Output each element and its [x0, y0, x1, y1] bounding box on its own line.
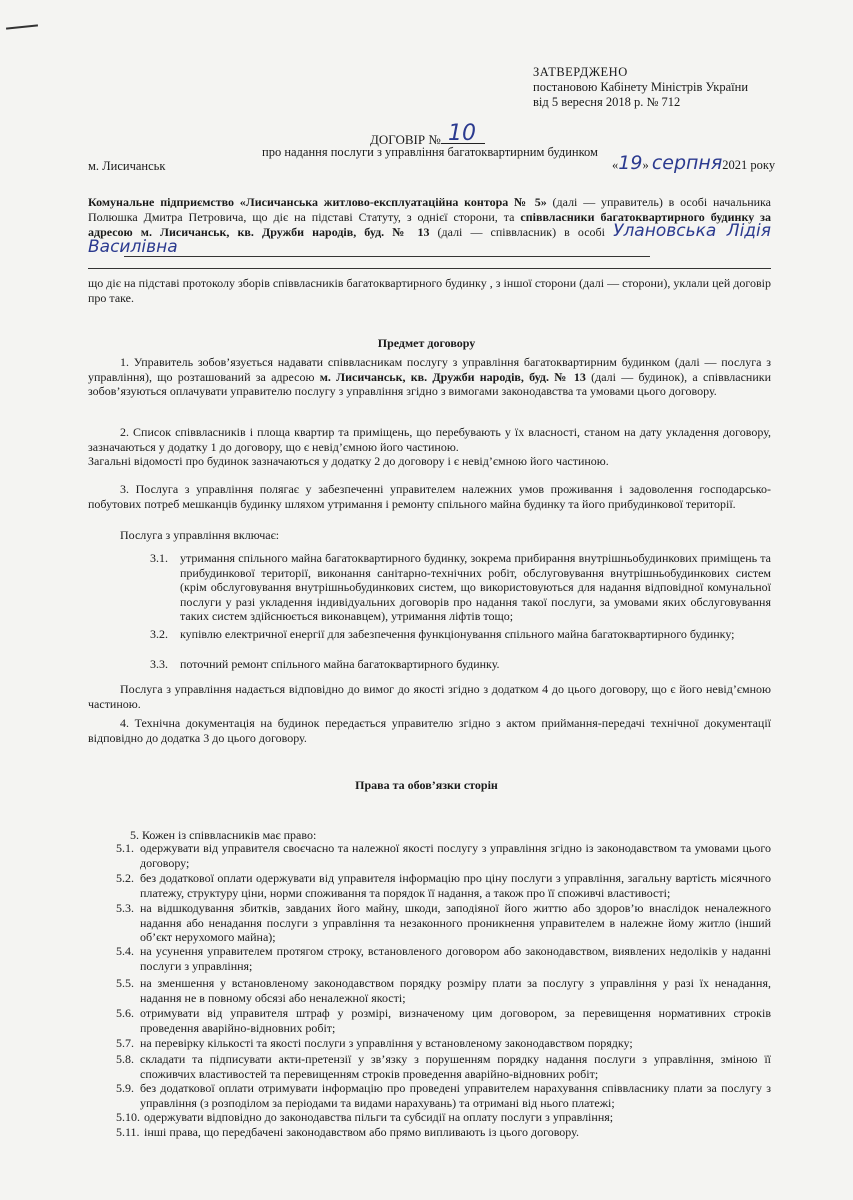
item-text: без додаткової оплати отримувати інформацію про проведені управителем нарахування співвласнику плати за послугу з управління (з розподілом за періодами та видами нарахувань) та отримані від нього платежі; — [140, 1081, 771, 1110]
pen-mark — [6, 24, 38, 29]
clause-2: 2. Список співвласників і площа квартир та приміщень, що перебувають у їх власності, станом на дату укладення договору, зазначаються у додатку 1 до договору, що є невід’ємною його частиною. — [88, 425, 771, 454]
item-number: 5.7. — [116, 1036, 134, 1050]
owner-representative: Улановська Лідія Василівна — [88, 221, 771, 257]
clause-1-address: м. Лисичанськ, кв. Дружби народів, буд. № 13 — [319, 369, 586, 384]
item-text: отримувати від управителя штраф у розмірі, визначеному цим договором, за перевищення нормативних строків проведення аварійно-відновних робіт; — [140, 1006, 771, 1035]
service-includes: Послуга з управління включає: — [120, 528, 280, 542]
date-year: 2021 року — [722, 158, 776, 172]
date-day: 19 — [618, 152, 643, 174]
list-item — [116, 1081, 771, 1110]
preamble-paragraph-2: що діє на підставі протоколу зборів співвласників багатоквартирного будинку , з іншої сторони (далі — сторони), уклали цей договір про таке. — [88, 276, 771, 305]
item-text: одержувати від управителя своєчасно та належної якості послугу з управління згідно із законодавством та умовами цього договору; — [140, 841, 771, 870]
representative-underline — [124, 256, 650, 257]
approval-line-1: постановою Кабінету Міністрів України — [533, 80, 749, 94]
list-item — [116, 944, 771, 973]
item-text: на зменшення у встановленому законодавством порядку розміру плати за послугу з управління у разі їх ненадання, надання не в повному обсязі або неналежної якості; — [140, 976, 771, 1005]
item-number: 5.1. — [116, 841, 134, 855]
preamble-paragraph — [88, 195, 771, 255]
item-number: 5.2. — [116, 871, 134, 885]
item-number: 5.5. — [116, 976, 134, 990]
list-item — [116, 1006, 771, 1035]
item-number: 5.4. — [116, 944, 134, 958]
item-text: на перевірку кількості та якості послуги з управління у встановленому законодавством порядку; — [140, 1036, 633, 1050]
title-label: ДОГОВІР № — [370, 132, 441, 147]
item-number: 3.3. — [150, 657, 168, 671]
item-number: 5.3. — [116, 901, 134, 915]
number-underline — [441, 143, 485, 144]
list-item — [116, 1052, 771, 1081]
item-number: 5.9. — [116, 1081, 134, 1095]
item-number: 3.1. — [150, 551, 168, 565]
list-item — [116, 841, 771, 870]
date-close-quote: » — [642, 158, 649, 172]
list-item — [116, 901, 771, 945]
contract-date — [612, 152, 775, 174]
item-number: 5.8. — [116, 1052, 134, 1066]
company-name: Комунальне підприємство «Лисичанська житлово-експлуатаційна контора № 5» — [88, 195, 547, 209]
quality-paragraph: Послуга з управління надається відповідно до вимог до якості згідно з додатком 4 до цього договору, що є його невід’ємною частиною. — [88, 682, 771, 711]
item-number: 5.10. — [116, 1110, 140, 1124]
clause-2-general: Загальні відомості про будинок зазначаються у додатку 2 до договору і є невід’ємною його частиною. — [88, 454, 609, 468]
item-number: 3.2. — [150, 627, 168, 641]
item-text: без додаткової оплати одержувати від управителя інформацію про ціну послуги з управління, загальну вартість місячного платежу, структуру ціни, норми споживання та порядок її надання, а також про її споживчі властивості; — [140, 871, 771, 900]
contract-place: м. Лисичанськ — [88, 159, 166, 173]
date-month: серпня — [651, 152, 723, 174]
list-item — [116, 871, 771, 900]
clause-1-text-a: 1. Управитель зобов’язується надавати співвласникам послугу з управління багатоквартирним будинком (далі — послуга з управління), що розташований за адресою — [88, 355, 771, 384]
item-text: одержувати відповідно до законодавства пільги та субсидії на оплату послуги з управління; — [144, 1110, 614, 1124]
list-item — [116, 976, 771, 1005]
item-number: 5.11. — [116, 1125, 140, 1139]
item-text: складати та підписувати акти-претензії у зв’язку з порушенням порядку надання послуги з управління, зміною її споживчих властивостей та перевищенням строків проведення аварійно-відновних робіт; — [140, 1052, 771, 1081]
item-text: купівлю електричної енергії для забезпечення функціонування спільного майна багатоквартирного будинку; — [180, 627, 735, 641]
date-open-quote: « — [612, 158, 619, 172]
preamble-text-1: (далі — управитель) в особі начальника Полюшка Дмитра Петровича, що діє на підставі Статуту, з однієї сторони, та — [88, 195, 772, 224]
approval-head: ЗАТВЕРДЖЕНО — [533, 65, 628, 79]
item-text: на відшкодування збитків, завданих його майну, шкоди, заподіяної його життю або здоров’ю внаслідок неналежного надання або ненадання послуги з управління та незаконного проникнення управителем в належне йому житло (інший об’єкт нерухомого майна); — [140, 901, 771, 944]
contract-number: 10 — [447, 121, 476, 146]
section-heading-rights: Права та обов’язки сторін — [355, 778, 498, 792]
contract-subtitle: про надання послуги з управління багатоквартирним будинком — [262, 145, 598, 159]
owners-name: співвласники багатоквартирного будинку за адресою м. Лисичанськ, кв. Дружби народів, буд. № 13 — [88, 209, 771, 239]
approval-stamp — [533, 65, 748, 110]
item-text: на усунення управителем протягом строку, встановленого договором або законодавством, виявлених недоліків у наданні послуги з управління; — [140, 944, 771, 973]
item-text: поточний ремонт спільного майна багатоквартирного будинку. — [180, 657, 500, 671]
section-heading-subject: Предмет договору — [377, 336, 476, 350]
clause-3: 3. Послуга з управління полягає у забезпеченні управителем належних умов проживання і задоволення господарсько-побутових потреб мешканців будинку шляхом утримання і ремонту спільного майна будинку та його прибудинкової території. — [88, 482, 771, 511]
list-item — [116, 1036, 771, 1051]
list-item — [150, 657, 771, 672]
item-text: інші права, що передбачені законодавством або прямо випливають із цього договору. — [144, 1125, 579, 1139]
item-text: утримання спільного майна багатоквартирного будинку, зокрема прибирання внутрішньобудинкових приміщень та прибудинкової території, виконання санітарно-технічних робіт, обслуговування внутрішньобудинкових систем (крім обслуговування внутрішньобудинкових систем, що використовуються для надання відповідної комунальної послуги у разі укладення індивідуальних договорів про надання такої послуги, за умовами яких обслуговування таких систем здійснюється виконавцем), утримання ліфтів тощо; — [180, 551, 771, 623]
clause-1 — [88, 355, 771, 399]
clause-1-text-b: (далі — будинок), а співвласники зобов’язуються оплачувати управителю послугу з управління згідно з вимогами законодавства та умовами цього договору. — [88, 369, 772, 398]
approval-line-2: від 5 вересня 2018 р. № 712 — [533, 95, 681, 109]
item-number: 5.6. — [116, 1006, 134, 1020]
preamble-text-2: (далі — співвласник) в особі — [429, 225, 605, 239]
clause-5: 5. Кожен із співвласників має право: — [130, 828, 317, 842]
clause-4: 4. Технічна документація на будинок передається управителю згідно з актом приймання-передачі технічної документації відповідно до додатка 3 до цього договору. — [88, 716, 771, 745]
list-item — [116, 1110, 771, 1125]
list-item — [150, 627, 771, 642]
list-item — [150, 551, 771, 624]
blank-line — [88, 268, 771, 269]
list-item — [116, 1125, 771, 1140]
